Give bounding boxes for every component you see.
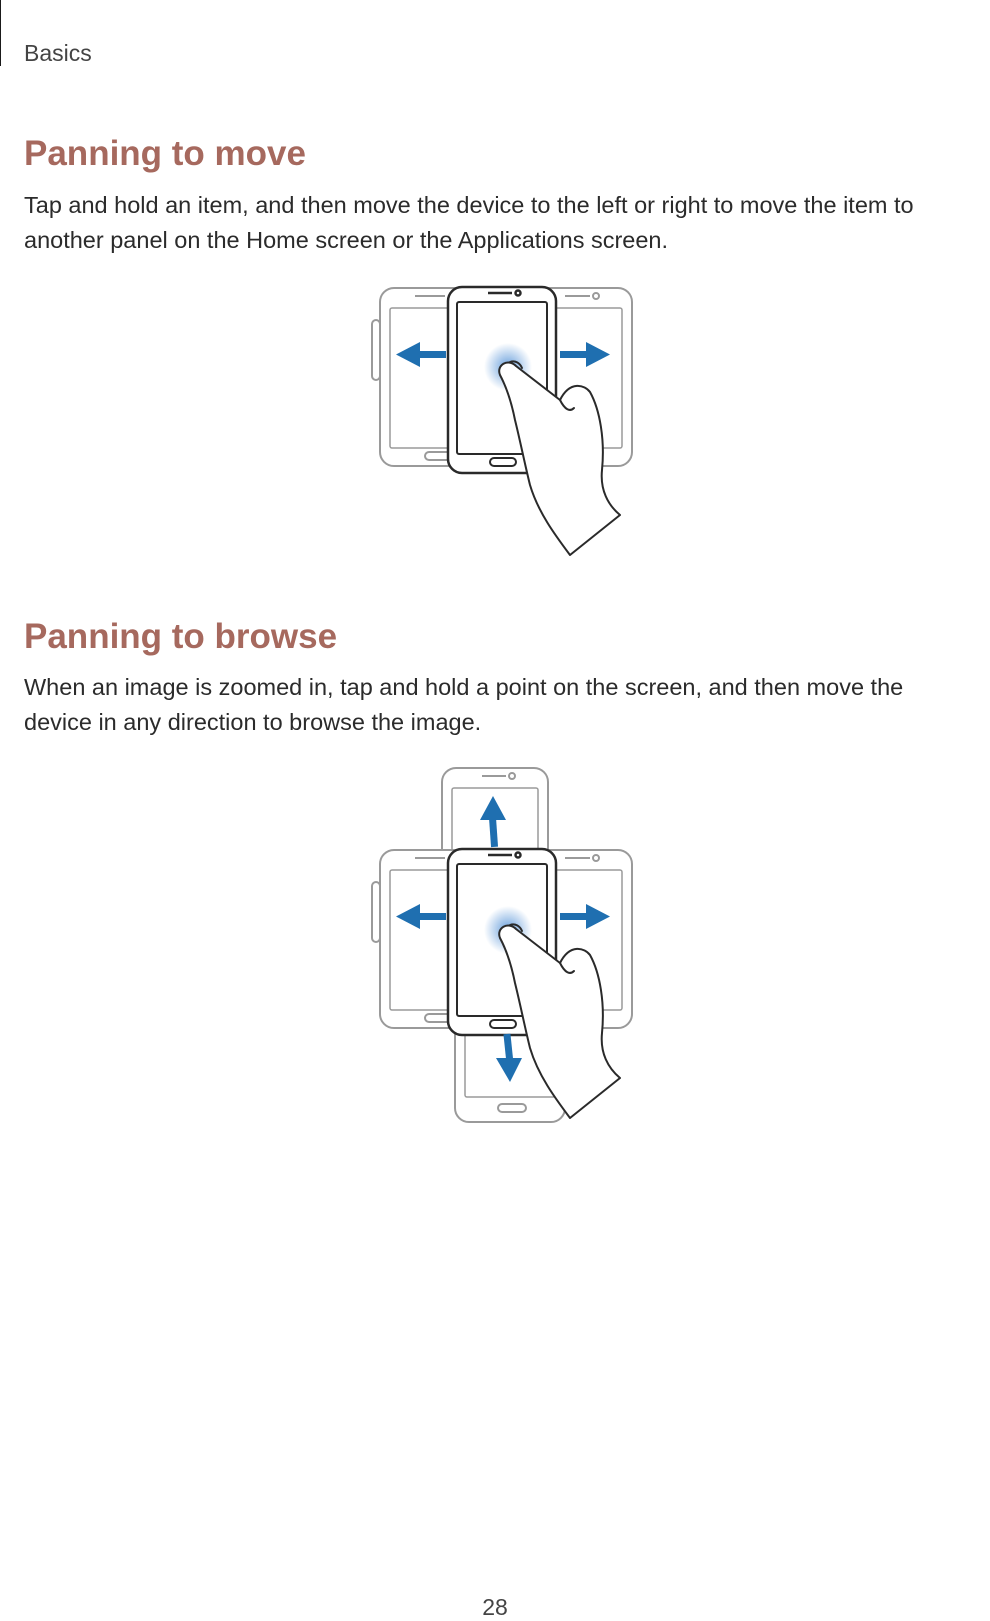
section-heading-panning-to-browse: Panning to browse: [24, 617, 338, 656]
section-heading-panning-to-move: Panning to move: [24, 134, 306, 173]
running-header: Basics: [24, 40, 92, 66]
page-number: 28: [482, 1594, 508, 1620]
section-body-panning-to-move: Tap and hold an item, and then move the device to the left or right to move the item to another panel on the Home screen or the Applications screen.: [24, 192, 914, 253]
panning-to-browse-illustration: [360, 762, 650, 1132]
panning-to-move-illustration: [360, 280, 650, 565]
section-body-panning-to-browse: When an image is zoomed in, tap and hold a point on the screen, and then move the device in any direction to browse the image.: [24, 674, 904, 735]
margin-rule: [0, 0, 1, 66]
